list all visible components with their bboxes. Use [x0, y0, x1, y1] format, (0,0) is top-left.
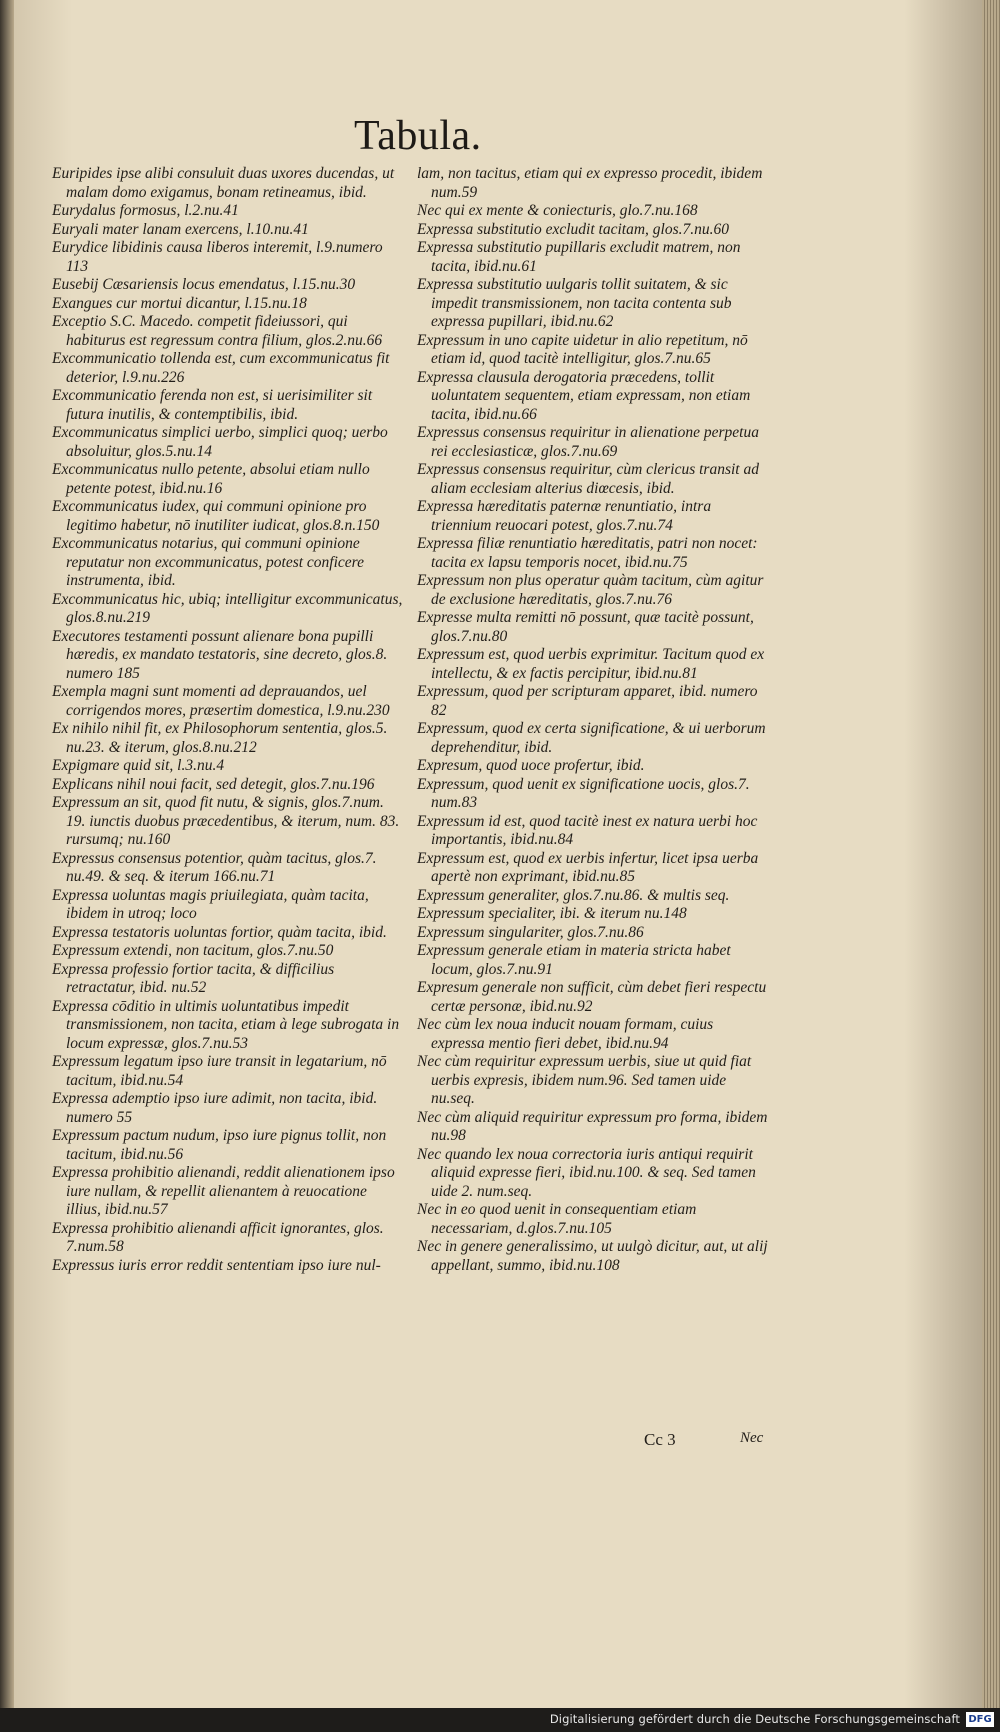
index-entry: Expressa uoluntas magis priuilegiata, quàm tacita, ibidem in utroq; loco [52, 886, 369, 922]
footer-bar [0, 1708, 1000, 1732]
index-entry: Excommunicatus iudex, qui communi opinione pro legitimo habetur, nō inutiliter iudicat, glos.8.n.150 [52, 498, 380, 534]
index-entry: Exempla magni sunt momenti ad deprauandos, uel corrigendos mores, præsertim domestica, l.9.nu.230 [52, 683, 390, 719]
index-entry: Expressum est, quod ex uerbis infertur, licet ipsa uerba apertè non exprimant, ibid.nu.85 [417, 849, 759, 885]
index-entry: Expressus consensus potentior, quàm tacitus, glos.7. nu.49. & seq. & iterum 166.nu.71 [52, 849, 377, 885]
index-entry: Exceptio S.C. Macedo. competit fideiussori, qui habiturus est regressum contra filium, glos.2.nu.66 [52, 313, 383, 349]
index-entry: Expressa substitutio uulgaris tollit suitatem, & sic impedit transmissionem, non tacita contenta sub expressa pupillari, ibid.nu.62 [417, 276, 732, 330]
index-entry: Eurydice libidinis causa liberos interemit, l.9.numero 113 [52, 239, 383, 275]
index-entry: Expressa testatoris uoluntas fortior, quàm tacita, ibid. [52, 923, 387, 941]
scan-left-edge [0, 0, 14, 1732]
index-column-left [52, 165, 404, 1275]
index-entry: Expressa hæreditatis paternæ renuntiatio, intra triennium reuocari potest, glos.7.nu.74 [417, 498, 712, 534]
index-entry: Executores testamenti possunt alienare bona pupilli hæredis, ex mandato testatoris, sine decreto, glos.8. numero 185 [52, 627, 388, 682]
footer-credit-text: Digitalisierung gefördert durch die Deutsche Forschungsgemeinschaft [549, 1712, 960, 1726]
index-column-right [417, 165, 769, 1275]
index-entry: Expressa prohibitio alienandi afficit ignorantes, glos. 7.num.58 [52, 1219, 384, 1255]
index-entry: Expigmare quid sit, l.3.nu.4 [52, 757, 225, 774]
index-entry: Expressum est, quod uerbis exprimitur. Tacitum quod ex intellectu, & ex factis percipitur, ibid.nu.81 [417, 646, 765, 682]
index-entry: Excommunicatus hic, ubiq; intelligitur excommunicatus, glos.8.nu.219 [52, 590, 403, 626]
index-entry: Expressum legatum ipso iure transit in legatarium, nō tacitum, ibid.nu.54 [52, 1053, 387, 1089]
index-entry: Expressum singulariter, glos.7.nu.86 [417, 923, 644, 941]
index-entry: Expresum generale non sufficit, cùm debet fieri respectu certæ personæ, ibid.nu.92 [417, 979, 767, 1015]
index-entry: Nec in genere generalissimo, ut uulgò dicitur, aut, ut alij appellant, summo, ibid.nu.108 [417, 1238, 768, 1274]
index-entry: Expressum an sit, quod fit nutu, & signis, glos.7.num. 19. iunctis duobus præcedentibus, & iterum, num. 83. rursumq; nu.160 [52, 794, 400, 848]
index-entry: Expressa cōditio in ultimis uoluntatibus impedit transmissionem, non tacita, etiam à lege subrogata in locum expressæ, glos.7.nu.53 [52, 997, 400, 1052]
index-entry: Nec in eo quod uenit in consequentiam etiam necessariam, d.glos.7.nu.105 [417, 1201, 697, 1237]
index-entry: Euryali mater lanam exercens, l.10.nu.41 [52, 220, 309, 238]
index-entry: Expressum pactum nudum, ipso iure pignus tollit, non tacitum, ibid.nu.56 [52, 1127, 387, 1163]
index-entry: lam, non tacitus, etiam qui ex expresso procedit, ibidem num.59 [417, 165, 763, 201]
index-entry: Excommunicatus nullo petente, absolui etiam nullo petente potest, ibid.nu.16 [52, 461, 370, 497]
index-entry: Expressa substitutio excludit tacitam, glos.7.nu.60 [417, 220, 729, 238]
index-entry: Eurydalus formosus, l.2.nu.41 [52, 202, 239, 219]
index-entry: Expressus iuris error reddit sententiam ipso iure nul- [52, 1256, 381, 1274]
index-entry: Nec qui ex mente & coniecturis, glo.7.nu.168 [417, 202, 698, 219]
page-title: Tabula. [354, 113, 482, 159]
index-entry: Expressum specialiter, ibi. & iterum nu.148 [417, 905, 687, 922]
index-entry: Euripides ipse alibi consuluit duas uxores ducendas, ut malam domo exigamus, bonam retineamus, ibid. [52, 165, 395, 201]
index-entry: Expressum id est, quod tacitè inest ex natura uerbi hoc importantis, ibid.nu.84 [417, 812, 758, 848]
index-entry: Expressum non plus operatur quàm tacitum, cùm agitur de exclusione hæreditatis, glos.7.nu.76 [417, 572, 764, 608]
index-entry: Expressum extendi, non tacitum, glos.7.nu.50 [52, 942, 334, 959]
index-entry: Expressum generale etiam in materia stricta habet locum, glos.7.nu.91 [417, 942, 731, 978]
index-entry: Excommunicatus notarius, qui communi opinione reputatur non excommunicatus, potest conficere instrumenta, ibid. [52, 535, 365, 589]
index-entry: Expressum in uno capite uidetur in alio repetitum, nō etiam id, quod tacitè intelligitur, glos.7.nu.65 [417, 331, 748, 367]
index-entry: Expressum generaliter, glos.7.nu.86. & multis seq. [417, 886, 730, 904]
index-entry: Exangues cur mortui dicantur, l.15.nu.18 [52, 294, 307, 312]
index-entry: Explicans nihil noui facit, sed detegit, glos.7.nu.196 [52, 775, 375, 793]
signature-mark: Cc 3 [644, 1430, 676, 1449]
index-entry: Ex nihilo nihil fit, ex Philosophorum sententia, glos.5. nu.23. & iterum, glos.8.nu.212 [52, 720, 388, 756]
index-entry: Excommunicatio tollenda est, cum excommunicatus fit deterior, l.9.nu.226 [52, 350, 390, 386]
index-entry: Expresum, quod uoce profertur, ibid. [417, 757, 645, 774]
index-entry: Excommunicatio ferenda non est, si uerisimiliter sit futura inutilis, & contemptibilis, ibid. [52, 387, 373, 423]
index-entry: Expresse multa remitti nō possunt, quæ tacitè possunt, glos.7.nu.80 [417, 609, 754, 645]
index-entry: Expressum, quod ex certa significatione, & ui uerborum deprehenditur, ibid. [417, 720, 766, 756]
index-entry: Expressa prohibitio alienandi, reddit alienationem ipso iure nullam, & repellit alienantem à reuocatione illius, ibid.nu.57 [52, 1164, 395, 1218]
index-entry: Excommunicatus simplici uerbo, simplici quoq; uerbo absoluitur, glos.5.nu.14 [52, 424, 388, 460]
index-entry: Expressus consensus requiritur, cùm clericus transit ad aliam ecclesiam alterius diœcesis, ibid. [417, 461, 759, 497]
index-entry: Expressa clausula derogatoria præcedens, tollit uoluntatem sequentem, etiam expressam, non etiam tacita, ibid.nu.66 [417, 368, 751, 423]
index-entry: Expressa professio fortior tacita, & difficilius retractatur, ibid. nu.52 [52, 960, 335, 996]
book-page [14, 0, 982, 1708]
index-entry: Eusebij Cæsariensis locus emendatus, l.15.nu.30 [52, 276, 356, 293]
index-entry: Expressum, quod uenit ex significatione uocis, glos.7. num.83 [417, 775, 750, 811]
catchword: Nec [740, 1430, 764, 1446]
index-entry: Expressa substitutio pupillaris excludit matrem, non tacita, ibid.nu.61 [417, 239, 741, 275]
index-entry: Nec cùm aliquid requiritur expressum pro forma, ibidem nu.98 [417, 1108, 768, 1144]
index-entry: Nec cùm requiritur expressum uerbis, siue ut quid fiat uerbis expresis, ibidem num.96. Sed tamen uide nu.seq. [417, 1053, 752, 1107]
index-entry: Expressus consensus requiritur in alienatione perpetua rei ecclesiasticæ, glos.7.nu.69 [417, 424, 759, 460]
dfg-logo: DFG [966, 1712, 994, 1727]
index-entry: Expressa ademptio ipso iure adimit, non tacita, ibid. numero 55 [52, 1090, 378, 1126]
index-entry: Nec cùm lex noua inducit nouam formam, cuius expressa mentio fieri debet, ibid.nu.94 [417, 1016, 714, 1052]
index-entry: Expressa filiæ renuntiatio hæreditatis, patri non nocet: tacita ex lapsu temporis nocet, ibid.nu.75 [417, 535, 758, 571]
index-entry: Nec quando lex noua correctoria iuris antiqui requirit aliquid expresse fieri, ibid.nu.100. & seq. Sed tamen uide 2. num.seq. [417, 1145, 756, 1200]
page-stack-edge [982, 0, 1000, 1708]
index-entry: Expressum, quod per scripturam apparet, ibid. numero 82 [417, 683, 758, 719]
